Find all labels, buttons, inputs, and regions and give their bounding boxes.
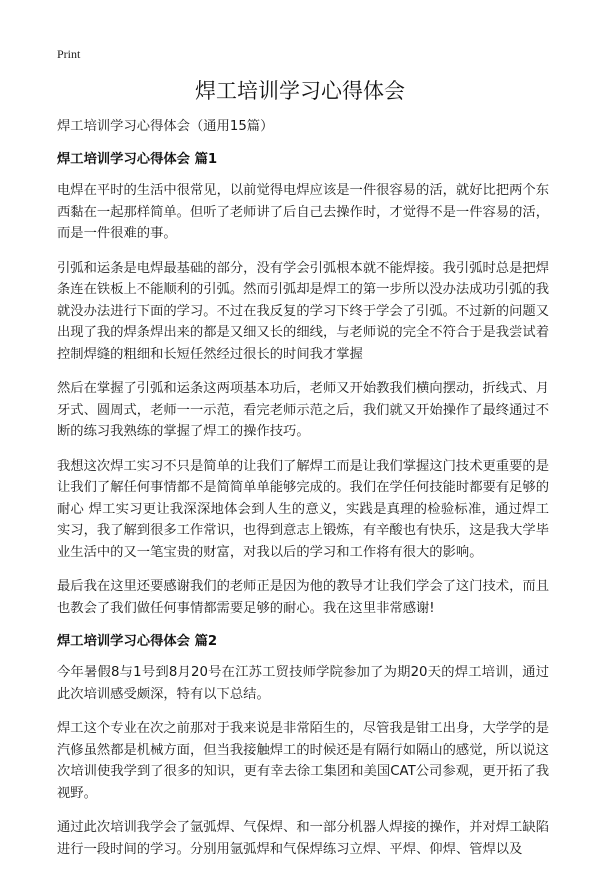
section-heading: 焊工培训学习心得体会 篇1 (57, 152, 218, 167)
paragraph: 引弧和运条是电焊最基础的部分，没有学会引弧根本就不能焊接。我引弧时总是把焊条连在铁板上不能顺利的引弧。然而引弧却是焊工的第一步所以没办法成功引弧的我就没办法进行下面的学习。不过在我反复的学习下终于学会了引弧。不过新的问题又出现了我的焊条焊出来的都是又细又长的细线，与老师说的完全不符合于是我尝试着控制焊缝的粗细和长短任然经过很长的时间我才掌握 (57, 260, 549, 362)
paragraph: 最后我在这里还要感谢我们的老师正是因为他的教导才让我们学会了这门技术，而且也教会了我们做任何事情都需要足够的耐心。我在这里非常感谢! (57, 579, 549, 616)
document-body (57, 150, 549, 873)
paragraph: 今年暑假8与1号到8月20号在江苏工贸技师学院参加了为期20天的焊工培训，通过此次培训感受颇深，特有以下总结。 (57, 665, 549, 702)
paragraph: 然后在掌握了引弧和运条这两项基本功后，老师又开始教我们横向摆动，折线式、月牙式、圆周式，老师一一示范，看完老师示范之后，我们就又开始操作了最终通过不断的练习我熟练的掌握了焊工的操作技巧。 (57, 381, 549, 439)
print-link[interactable]: Print (57, 47, 81, 61)
document-title: 焊工培训学习心得体会 (195, 79, 405, 103)
document-subtitle: 焊工培训学习心得体会（通用15篇） (57, 119, 274, 134)
paragraph: 我想这次焊工实习不只是简单的让我们了解焊工而是让我们掌握这门技术更重要的是让我们了解任何事情都不是简简单单能够完成的。我们在学任何技能时都要有足够的耐心 焊工实习更让我深深地体会到人生的意义，实践是真理的检验标准，通过焊工实习，我了解到很多工作常识，也得到意志上锻炼，有辛酸也有快乐，这是我大学毕业生活中的又一笔宝贵的财富，对我以后的学习和工作将有很大的影响。 (57, 458, 549, 560)
section-heading: 焊工培训学习心得体会 篇2 (57, 634, 218, 649)
paragraph: 通过此次培训我学会了氩弧焊、气保焊、和一部分机器人焊接的操作，并对焊工缺陷进行一段时间的学习。分别用氩弧焊和气保焊练习立焊、平焊、仰焊、管焊以及 (57, 820, 549, 857)
paragraph: 焊工这个专业在次之前那对于我来说是非常陌生的，尽管我是钳工出身，大学学的是汽修虽然都是机械方面，但当我接触焊工的时候还是有隔行如隔山的感觉，所以说这次培训使我学到了很多的知识，更有幸去徐工集团和美国CAT公司参观，更开拓了我视野。 (57, 721, 549, 801)
paragraph: 电焊在平时的生活中很常见，以前觉得电焊应该是一件很容易的活，就好比把两个东西黏在一起那样简单。但听了老师讲了后自己去操作时，才觉得不是一件容易的活，而是一件很难的事。 (57, 183, 549, 241)
